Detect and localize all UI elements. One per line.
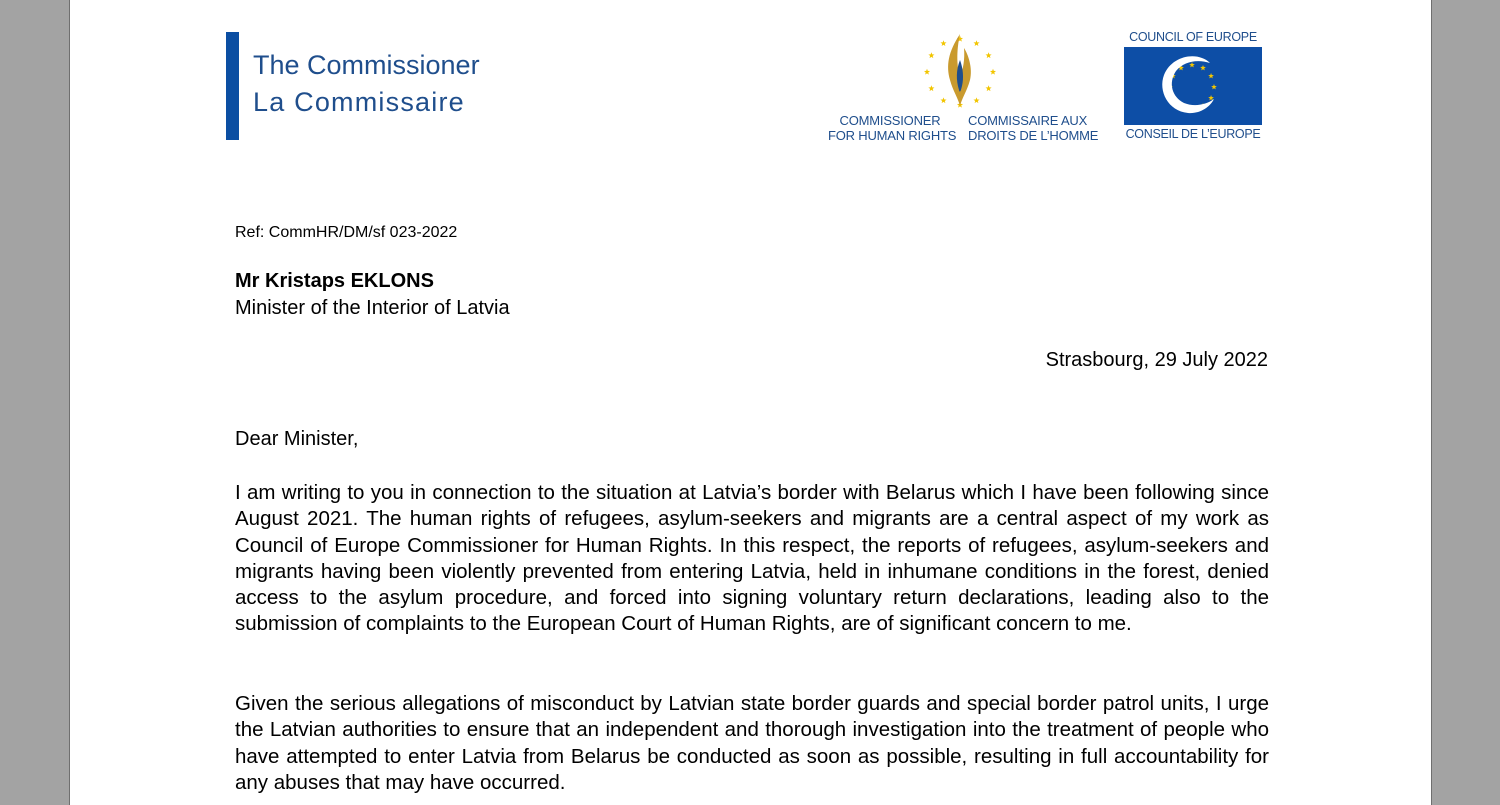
chr-caption-en — [828, 113, 957, 143]
chr-caption-fr-line1: COMMISSAIRE AUX — [968, 113, 1088, 128]
chr-caption-en-line1: COMMISSIONER — [839, 113, 941, 128]
council-of-europe-logo — [1124, 47, 1262, 125]
star-icon — [986, 85, 992, 91]
recipient-title: Minister of the Interior of Latvia — [235, 297, 510, 319]
coe-caption-fr: CONSEIL DE L’EUROPE — [1125, 127, 1261, 141]
chr-caption-fr-line2: DROITS DE L’HOMME — [968, 128, 1099, 143]
commissioner-flame-logo — [920, 30, 1000, 112]
commissioner-title-en: The Commissioner — [253, 50, 480, 80]
body-paragraph: Given the serious allegations of misconduct by Latvian state border guards and special border patrol units, I urge the Latvian authorities to ensure that an independent and thorough investigation into the treatment of people who have attempted to enter Latvia from Belarus be conducted as soon as possible, resulting in full accountability for any abuses that may have occurred. — [235, 692, 1269, 794]
star-icon — [924, 69, 930, 75]
star-icon — [986, 52, 992, 58]
recipient-name: Mr Kristaps EKLONS — [235, 270, 434, 292]
body-paragraph: I am writing to you in connection to the situation at Latvia’s border with Belarus which I have been following since August 2021. The human rights of refugees, asylum-seekers and migrants are a central aspect of my work as Council of Europe Commissioner for Human Rights. In this respect, the reports of refugees, asylum-seekers and migrants having been violently prevented from entering Latvia, held in inhumane conditions in the forest, denied access to the asylum procedure, and forced into signing voluntary return declarations, leading also to the submission of complaints to the European Court of Human Rights, are of significant concern to me. — [235, 481, 1269, 636]
star-icon — [940, 40, 946, 46]
letterhead-bar — [226, 32, 239, 140]
star-icon — [928, 52, 934, 58]
chr-caption-fr — [968, 113, 1099, 143]
star-icon — [990, 69, 996, 75]
coe-caption-en: COUNCIL OF EUROPE — [1129, 30, 1257, 44]
chr-caption-en-line2: FOR HUMAN RIGHTS — [828, 128, 957, 143]
star-icon — [928, 85, 934, 91]
commissioner-title-fr: La Commissaire — [253, 87, 465, 117]
star-icon — [973, 40, 979, 46]
document-page — [69, 0, 1432, 805]
star-icon — [973, 97, 979, 103]
reference-number: Ref: CommHR/DM/sf 023-2022 — [235, 224, 458, 241]
letter-date: Strasbourg, 29 July 2022 — [1045, 349, 1268, 371]
salutation: Dear Minister, — [235, 428, 359, 450]
star-icon — [940, 97, 946, 103]
